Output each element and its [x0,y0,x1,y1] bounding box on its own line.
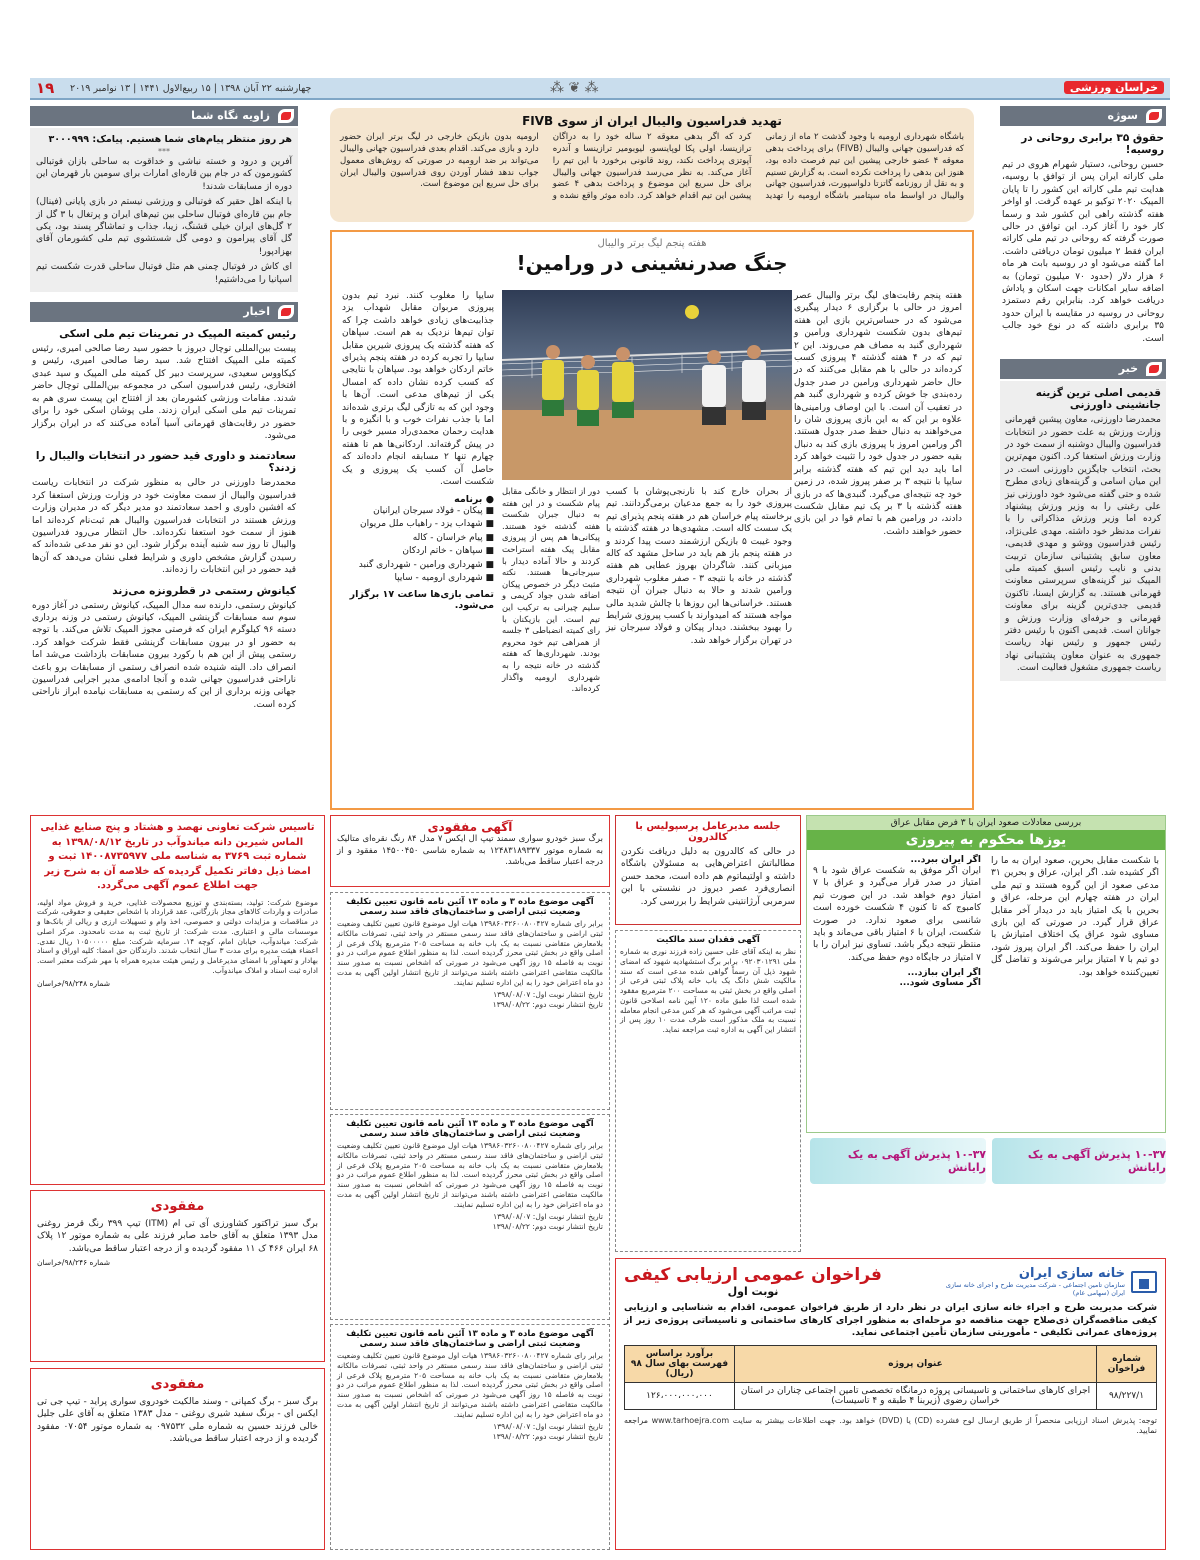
schedule-item: ■ سپاهان - خاتم اردکان [402,546,494,556]
reader-message-3: ای کاش در فوتبال چمنی هم مثل فوتبال ساحلی قدرت شکست تیم اسپانیا را می‌داشتیم! [36,262,292,285]
tender-cell-estimate: ۱۲۶،۰۰۰،۰۰۰،۰۰۰ [625,1383,735,1410]
reader-message-1: آفرین و درود و خسته نباشی و خداقوت به ساحلی بازان فوتبالی کشورمون که در جام بین قاره‌ای امارات برای سومین بار قهرمان این دوره از مسابقات شدند! [36,157,292,192]
tender-ad [615,1258,1166,1550]
coop-ad [30,815,325,1185]
law-notice-2 [330,1114,610,1320]
law-notice-1-body: برابر رای شماره ۱۳۹۸۶۰۳۲۶۰۰۸۰۰۴۲۷ هیات اول موضوع قانون تعیین تکلیف وضعیت ثبتی اراضی و ساختمان‌های فاقد سند رسمی مستقر در واحد ثبتی، تصرفات مالکانه بلامعارض متقاضی نسبت به یک باب خانه به مساحت ۲۰۵ مترمربع پلاک فرعی از اصلی واقع در بخش ثبتی محرز گردیده است. لذا به منظور اطلاع عموم مراتب در دو نوبت به فاصله ۱۵ روز آگهی می‌شود در صورتی که اشخاص نسبت به صدور سند مالکیت متقاضی اعتراضی داشته باشند می‌توانند از تاریخ انتشار اولین آگهی به مدت دو ماه اعتراض خود را به این اداره تسلیم نمایند. [337,919,603,987]
news-right-body: محمدرضا داورزنی، معاون پیشین قهرمانی وزارت ورزش به علت حضور در انتخابات فدراسیون والیبال دوشنبه از سمت خود در وزارت ورزش استعفا کرد. اکنون مهم‌ترین بحث، انتخاب جایگزین داورزنی است. در این میان اسامی و گزینه‌های زیادی مطرح شده و حتی گفته می‌شود خود داورزنی نیز علی رغبتی را به وزیر ورزش پیشنهاد کرده اما وزیر ورزش مذاکراتی را با نفرات مدنظر خود داشته. مهدی علی‌نژاد، رئیس فدراسیون ووشو و مهدی قدیمی، معاون سابق پشتیبانی سازمان تربیت بدنی و نایب رئیس اسبق کمیته ملی المپیک نیز گزینه‌های سرپرستی معاونت قهرمانی هستند. به گزارش ایسنا، تاکنون قدیمی جدی‌ترین گزینه برای معاونت قهرمانی و حرفه‌ای وزارت ورزش و جوانان است. قدیمی اکنون با رئیس دفتر رئیس جمهور و رئیس نهاد ریاست جمهوری به عنوان معاون پشتیبانی نهاد ریاست جمهوری مشغول فعالیت است. [1004,415,1161,674]
schedule-time-note: تمامی بازی‌ها ساعت ۱۷ برگزار می‌شود. [349,588,494,611]
feature-col-left: سایپا را مغلوب کنند. نبرد تیم بدون پیروزی مربوان مقابل شهداب یزد جذابیت‌های زیادی خواهد داشت چرا که توان تیم‌ها نزدیک به هم است. سپاهان که هفته گذشته یک پیروزی شیرین مقابل سایپا را تجربه کرده در هفته پنجم پذیرای خاتم اردکان خواهد بود. سپاهان با نتایجی که کسب کرده نشان داده که امسال یکی از تیم‌های مدعی است. آن‌ها با وجود این که به تازگی لیگ برتری شده‌اند اما با جذب نفرات خوب و با انگیزه و با هدایت رحمان محمدی‌راد مسیر خوبی را در پیش گرفته‌اند. اردکانی‌ها هم تا هفته چهارم تنها ۲ مسابقه انجام داده‌اند که حاصل آن کسب یک پیروزی و یک شکست است. ● برنامه ■ پیکان - فولاد سیرجان ایرانیان ■ شهداب یزد - راهیاب ملل مریوان ■ پیام خراسان - کاله ■ سپاهان - خاتم اردکان ■ شهرداری ورامین - شهرداری گنبد ■ شهرداری ارومیه - سایپا تمامی بازی‌ها ساعت ۱۷ برگزار می‌شود. [342,291,494,611]
brand-mark-icon [1146,109,1162,123]
subject-body: حسین روحانی، دستیار شهرام هروی در تیم ملی کاراته ایران پس از توافق با روسیه، هدایت تیم ملی کاراته این کشور را تا پایان المپیک ۲۰۲۰ توکیو بر عهده گرفت. او اواخر هفته گذشته راهی این کشور شد و رسما کار خود را آغاز کرد. این توافق در حالی صورت گرفته که روحانی در تیم ملی کاراته ایران فقط ۲ میلیون تومان دریافتی داشت. اما گفته می‌شود او در روسیه بابت هر ماه ۶ هزار دلار (حدود ۷۰ میلیون تومان) به اضافه سایر امکانات جهت اسکان و پاداش دریافت خواهد کرد. بنابراین رقم دستمزد روحانی در روسیه در مقایسه با ایران حدود ۳۵ برابری داشته که در نوع خود جالب است. [1002,160,1165,344]
promo-banner-1: ۱۰-۳۷ پذیرش آگهی به یک رایانش [992,1138,1166,1184]
schedule-item: ■ پیام خراسان - کاله [412,532,494,543]
futsal-box [806,815,1166,1133]
fivb-body: باشگاه شهرداری ارومیه با وجود گذشت ۲ ماه از زمانی که فدراسیون جهانی والیبال (FIVB) برای پرداخت بدهی معوقه ۴ عضو خارجی پیشین این تیم فرصت داده بود، هنوز این بدهی را پرداخت نکرده است. به گزارش تسنیم و به نقل از روزنامه گاتزتا دلواسپورت، فدراسیون جهانی والیبال در اواسط ماه سپتامبر باشگاه ارومیه را تهدید کرد که اگر بدهی معوقه ۲ ساله خود را به دراگان ترازینسا، اولی پکا لوپاینسو، لیوبومیر ترازینسا و آندره آپوتزی پرداخت نکند، روند قانونی برخورد با این تیم را آغاز می‌کند. به نظر می‌رسد فدراسیون جهانی والیبال برای حل سریع این موضوع و پرداخت بدهی ۴ عضو پیشین این تیم اقدام خواهد کرد. داده موثر واقع نشده و ارومیه بدون بازیکن خارجی در لیگ برتر ایران حضور دارد و بازی می‌کند. اقدام بعدی فدراسیون جهانی والیبال می‌تواند بر ضد ارومیه در صورتی که روش‌های معمول جواب ندهد فشار آوردن روی فدراسیون والیبال ایران برای حل سریع این موضوع است. [340,132,964,202]
persepolis-body: در حالی که کالدرون به دلیل دریافت نکردن مطالباتش اعتراض‌هایی به مسئولان باشگاه داشته و اولتیماتوم هم داده است، محمد حسن انصاری‌فرد عصر دیروز در نشستی با این سرمربی آرژانتینی شرایط را بررسی کرد. [621,847,795,907]
date-line: چهارشنبه ۲۲ آبان ۱۳۹۸ | ۱۵ ربیع‌الاول ۱۴۴۱ | ۱۳ نوامبر ۲۰۱۹ [70,83,312,94]
law-notice-1-date1: تاریخ انتشار نوبت اول: ۱۳۹۸/۰۸/۰۷ [493,990,603,1000]
brand-mark-icon [278,305,294,319]
lost-deed-title: آگهی فقدان سند مالکیت [656,935,760,945]
lost-deed-ad [615,930,801,1252]
feature-col-right: هفته پنجم رقابت‌های لیگ برتر والیبال عصر امروز در حالی با برگزاری ۶ دیدار پیگیری می‌شود که در حساس‌ترین بازی این هفته تیم‌های بدون شکست شهرداری ورامین و شهرداری گنبد به مصاف هم می‌روند. این ۲ تیم که در ۴ هفته گذشته ۴ پیروزی کسب کرده‌اند در حالی با هم مقابل می‌کنند که در حال حاضر شهرداری ورامین در صدر جدول رده‌بندی جا خوش کرده و شهرداری گنبد هم در تعقیب آن است. با این اوصاف ورامینی‌ها علاوه بر این که به این بازی پیروزی شان را می‌خواهند به دنبال حفظ صدر جدول هستند. اگر ورامین امروز با پیروزی بازی کند به دنبال بقیه حضور در جدول خود را تثبیت خواهد کرد اما باید دید این تیم که هفته گذشته برابر سایپا با نتیجه ۳ بر صفر پیروز شده، در زمین خود چه نتیجه‌ای می‌گیرد. گنبدی‌ها که در بازی هفته گذشته با ۳ بر یک تیم مقابل شکست دادند، در ورامین هم با تمام قوا در این بازی حضور خواهند داشت. [794,291,963,537]
law-notice-3-title: آگهی موضوع ماده ۳ و ماده ۱۳ آئین نامه قانون تعیین تکلیف وضعیت ثبتی اراضی و ساختمان‌های فاقد سند رسمی [346,1329,594,1349]
law-notice-1-date2: تاریخ انتشار نوبت دوم: ۱۳۹۸/۰۸/۲۲ [492,1000,603,1009]
promo-banner-2: ۱۰-۳۷ پذیرش آگهی به یک رایانش [810,1138,986,1184]
schedule-item: ■ شهداب یزد - راهیاب ملل مریوان [360,519,494,529]
law-notice-1 [330,892,610,1110]
tender-org [935,1266,1157,1297]
tender-cell-title: اجرای کارهای ساختمانی و تاسیساتی پروژه درمانگاه تخصصی تامین اجتماعی چناران در استان خراسان رضوی (زیربنا ۴ طبقه و ۴ تاسیسات) [735,1383,1097,1410]
futsal-case-1: اگر ایران ببرد... [910,855,981,865]
news-right-box [1000,381,1166,681]
brand-mark-icon [278,109,294,123]
news-3-body: کیانوش رستمی، دارنده سه مدال المپیک، کیانوش رستمی در آغاز دوره سوم سه مسابقات گزینشی المپیک، کیانوش رستمی در وزنه برداری دسته ۹۶ کیلوگرم ایران که فرصتی مجوز المپیک تلاش می‌کند. با توجه به حضور او در بیرون مسابقات گزینشی فقط شرکت خواهد کرد. رستمی پیش از این هم با رکورد بیرون مسابقات بازداشت می‌شد اما انصراف داد. البته شنیده شده انصراف رستمی از مسابقات برو باعث ناراحتی فدراسیون جهانی شده و آنجا ادامه‌ی مدیر اجرایی فدراسیون جهانی وزنه برداری از این که رستمی به مسابقات نیامده ابراز ناراحتی کرده است. [32,600,296,710]
tender-col-title: عنوان پروژه [735,1346,1097,1383]
tender-table [624,1345,1157,1410]
feature-kicker: هفته پنجم لیگ برتر والیبال [597,238,707,249]
schedule-item: ■ شهرداری ورامین - شهرداری گنبد [358,559,494,570]
tender-title: فراخوان عمومی ارزیابی کیفی [624,1265,882,1285]
house-icon [1131,1271,1157,1293]
law-notice-3-date1: تاریخ انتشار نوبت اول: ۱۳۹۸/۰۸/۰۷ [493,1422,603,1432]
lost-deed-body: نظر به اینکه آقای علی حسین زاده فرزند نوری به شماره ملی ۰۹۲۰۳۰۱۲۹۱ برابر برگ استشهادیه شهود که امضای شهود ذیل آن رسماً گواهی شده مدعی است که سند مالکیت شش دانگ یک باب خانه پلاک ثبتی فرعی از اصلی واقع در بخش ثبتی به مساحت ۲۰۰ مترمربع مفقود شده است لذا طبق ماده ۱۲۰ آیین نامه اصلاحی قانون ثبت مراتب آگهی می‌شود که هر کس مدعی انجام معامله نسبت به ملک مذکور است ظرف مدت ۱۰ روز پس از انتشار این آگهی به اداره ثبت مراجعه نماید. [620,947,796,1034]
lost-ad-2-code: شماره ۹۸/۲۴۶/خراسان [37,1258,110,1268]
persepolis-box [615,815,801,925]
law-notice-3-body: برابر رای شماره ۱۳۹۸۶۰۳۲۶۰۰۸۰۰۴۲۷ هیات اول موضوع قانون تعیین تکلیف وضعیت ثبتی اراضی و ساختمان‌های فاقد سند رسمی مستقر در واحد ثبتی، تصرفات مالکانه بلامعارض متقاضی نسبت به یک باب خانه به مساحت ۲۰۵ مترمربع پلاک فرعی از اصلی واقع در بخش ثبتی محرز گردیده است. لذا به منظور اطلاع عموم مراتب در دو نوبت به فاصله ۱۵ روز آگهی می‌شود در صورتی که اشخاص نسبت به صدور سند مالکیت متقاضی اعتراضی داشته باشند می‌توانند از تاریخ انتشار اولین آگهی به مدت دو ماه اعتراض خود را به این اداره تسلیم نمایند. [337,1351,603,1419]
right-column [1000,106,1166,681]
lost-ad-2-title: مفقودی [150,1199,205,1214]
section-tab-news: اخبار [30,302,298,322]
news-3-title: کیانوش رستمی در قطرونزه می‌زند [112,584,296,597]
law-notice-2-date1: تاریخ انتشار نوبت اول: ۱۳۹۸/۰۸/۰۷ [493,1212,603,1222]
tender-cell-number: ۹۸/۲۲۷/۱ [1097,1383,1157,1410]
brand-mark-icon [1146,362,1162,376]
futsal-title-bar: یوزها محکوم به پیروزی [807,830,1165,850]
tender-sub: نوبت اول [727,1285,779,1298]
stars-divider: *** [158,147,170,156]
lost-ad-3-title: مفقودی [150,1377,205,1392]
news-1-title: رئیس کمیته المپیک در تمرینات تیم ملی اسکی [59,328,296,341]
reader-message-2: با اینکه اهل حقیر که فوتبالی و ورزشی نیستم در بازی پایانی (فینال) جام بین قاره‌ای فوتبال ساحلی بین تیم‌های ایران و پرتغال با ۳ گل از ۲ گل‌های ایران خیلی قشنگ، زیبا، جذاب و تماشاگر پسند بود، یکی گل آقای پیرامون و دومی گل شستشوی تیم ملی کشورمان آقای بهزادپور! [36,197,292,257]
news-list [30,322,298,717]
fivb-title: تهدید فدراسیون والیبال ایران از سوی FIVB [522,114,782,128]
feature-col-left2: دور از انتظار و خانگی مقابل پیام شکست و در این هفته به دنبال جبران شکست هفته گذشته خود هستند. پیکانی‌ها هم پس از پیروزی مقابل پیک هفته استراحت کردند و حالا آماده دیدار با سیرجانی‌ها هستند. نکته مثبت دیگر در خصوص پیکان اضافه شدن جواد کریمی و سلیم چیرانی به ترکیب این تیم است. این بازیکنان با رای کمیته انضباطی ۳ جلسه از همراهی تیم خود محروم بودند. شهرداری‌ها که هفته گذشته در خانه نتیجه را به شهرداری ارومیه واگذار کرده‌اند. [502,486,600,694]
law-notice-2-body: برابر رای شماره ۱۳۹۸۶۰۳۲۶۰۰۸۰۰۴۲۷ هیات اول موضوع قانون تعیین تکلیف وضعیت ثبتی اراضی و ساختمان‌های فاقد سند رسمی مستقر در واحد ثبتی، تصرفات مالکانه بلامعارض متقاضی نسبت به یک باب خانه به مساحت ۲۰۵ مترمربع پلاک فرعی از اصلی واقع در بخش ثبتی محرز گردیده است. لذا به منظور اطلاع عموم مراتب در دو نوبت به فاصله ۱۵ روز آگهی می‌شود در صورتی که اشخاص نسبت به صدور سند مالکیت متقاضی اعتراضی داشته باشند می‌توانند از تاریخ انتشار اولین آگهی به مدت دو ماه اعتراض خود را به این اداره تسلیم نمایند. [337,1141,603,1209]
header-ornament: ⁂ ❦ ⁂ [550,80,599,96]
law-notice-3 [330,1324,610,1550]
futsal-kicker: بررسی معادلات صعود ایران با ۳ فرض مقابل عراق [807,816,1165,830]
lost-ad-1-body: برگ سبز خودرو سواری سمند تیپ ال ایکس ۷ مدل ۸۴ رنگ نقره‌ای متالیک به شماره موتور ۱۲۴۸۳۱۸۹۳۳۷ به شماره شاسی ۱۴۵۰۰۴۵۰ مفقود و از درجه اعتبار ساقط می‌باشد. [337,834,603,868]
schedule-label: ● برنامه [454,493,494,505]
futsal-case-2: اگر ایران ببازد... [907,968,981,979]
news-1-body: پیست بین‌المللی توچال دیروز با حضور سید رضا صالحی امیری، رئیس کمیته ملی المپیک افتتاح شد. سید رضا صالحی امیری، رئیس و کیکاووس سعیدی، سرپرست دبیر کل کمیته ملی المپیک و سید عبدی افتخاری، رئیس فدراسیون اسکی در مجموعه بین‌المللی توچال حاضر شدند. مقامات ورزشی کشورمان بعد از افتتاح این پیست سری هم به تمرینات تیم ملی اسکی ایران زدند. ملی پوشان اسکی خود را برای حضور در رقابت‌های قهرمانی آسیا آماده می‌کنند که در ایران برگزار می‌شود. [32,344,296,441]
brand-logo: خراسان ورزشی [1064,81,1164,94]
lost-ad-3-body: برگ سبز - برگ کمپانی - وسند مالکیت خودروی سواری پراید - تیپ جی تی ایکس ای - برنگ سفید شیری روغنی - مدل ۱۳۸۳ متعلق به آقای علی جلیل خالی فرزند حسین به شماره ملی ۰۹۷۵۳۲ به شماره موتور ۰۷۰۵۴ مفقود گردیده و از درجه اعتبار ساقط می‌باشد. [37,1397,318,1445]
tender-col-number: شماره فراخوان [1097,1346,1157,1383]
readers-box [30,128,298,292]
futsal-body: با شکست مقابل بحرین، صعود ایران به ما را اگر کشیده شد. اگر ایران، عراق و بحرین ۳۱ مدعی صعود از این گروه هستند و تیم ملی ایران در هفته چهارم این مرحله، عراق و بحرین با یک امتیاز باید در دیدار آخر مقابل عراق قرار گیرد. در صورتی که این بازی مساوی شود عراق یک اختلاف امتیازش با ایران را حفظ می‌کند. اگر ایران پیروز شود، دو تیم با ۷ امتیاز برابر می‌شوند و تفاضل گل تعیین‌کننده خواهد بود. اگر ایران ببرد... ایران اگر موفق به شکست عراق شود با ۹ امتیاز در صدر قرار می‌گیرد و عراق با ۷ امتیاز دوم خواهد شد. در این صورت تیم کامبوج که تا کنون ۴ شکست خورده است شانسی برای صعود ندارد. در صورت شکست، ایران با ۶ امتیاز باقی می‌ماند و باید منتظر نتیجه دیگر باشد. تساوی نیز ایران را با ۷ امتیاز در جایگاه دوم حفظ می‌کند. اگر ایران ببازد... اگر مساوی شود... [813,855,1159,989]
lost-ad-2-body: برگ سبز تراکتور کشاورزی آی تی ام (ITM) تیپ ۳۹۹ رنگ قرمز روغنی مدل ۱۳۹۳ متعلق به آقای حامد صابر فرزند علی به شماره موتور ۱۲ پلاک ۶۸ ایران ۴۶۶ ک ۱۱ مفقود گردیده و از درجه اعتبار ساقط می‌باشد. [37,1219,318,1254]
futsal-case-3: اگر مساوی شود... [899,978,981,989]
photo-illustration [502,290,792,480]
tender-col-estimate: برآورد براساس فهرست بهای سال ۹۸ (ریال) [625,1346,735,1383]
schedule-item: ■ شهرداری ارومیه - سایپا [394,573,494,583]
volleyball-feature [330,230,974,810]
coop-body: موضوع شرکت: تولید، بسته‌بندی و توزیع محصولات غذایی، خرید و فروش مواد اولیه، صادرات و واردات کالاهای مجاز بازرگانی، عقد قرارداد با اشخاص حقیقی و حقوقی، شرکت در مناقصات و مزایدات دولتی و خصوصی، اخذ وام و تسهیلات ارزی و ریالی از بانک‌ها و موسسات مالی و اعتباری. مدت شرکت: از تاریخ ثبت به مدت نامحدود. مرکز اصلی شرکت: میاندوآب، خیابان امام، کوچه ۱۴. سرمایه شرکت: مبلغ ۱۰۵۰۰۰۰۰ ریال نقدی. اعضاء هیئت مدیره برای مدت ۳ سال انتخاب شدند. دارندگان حق امضا: کلیه اوراق و اسناد بهادار و تعهدآور با امضای مدیرعامل و رئیس هیئت مدیره همراه با مهر شرکت معتبر است. اداره ثبت اسناد و املاک میاندوآب. [37,897,319,975]
coop-code: شماره ۹۸/۲۴۸/خراسان [37,978,110,988]
left-column [30,106,298,717]
law-notice-3-date2: تاریخ انتشار نوبت دوم: ۱۳۹۸/۰۸/۲۲ [492,1432,603,1441]
subject-title: حقوق ۳۵ برابری روحانی در روسیه! [1021,132,1164,156]
lost-ad-2 [30,1190,325,1362]
schedule-list [342,505,494,586]
news-2-title: سعادتمند و داوری قید حضور در انتخابات والیبال را زدند؟ [35,450,296,475]
lost-ad-1 [330,815,610,887]
fivb-box [330,108,974,222]
volleyball-photo [502,290,792,480]
org-sub: سازمان تامین اجتماعی - شرکت مدیریت طرح و اجرای خانه سازی ایران (سهامی عام) [945,1281,1125,1297]
tender-note: توجه: پذیرش اسناد ارزیابی منحصراً از طریق ارسال لوح فشرده (CD) یا (DVD) خواهد بود. جهت اطلاعات بیشتر به سایت www.tarhoejra.com مراجعه نمایید. [624,1416,1158,1436]
feature-col-mid: از بحران خارج کند با نارنجی‌پوشان با کسب پیروزی خود را به جمع مدعیان برمی‌گردانند. تیم برخاسته پیام خراسان هم در هفته پنجم پذیرای تیم یک سست کاله است. مشهدی‌ها در هفته گذشته با وجود غیبت ۵ بازیکن ارزشمند دست پیدا کردند و در هفته پنجم باز هم باید در ساحل مشهد که کاله میزبانی کنند. شاگردان بهروز عطایی هم هفته گذشته در خانه با نتیجه ۳ - صفر مغلوب شهرداری ورامین شدند و حالا به دنبال جبران آن نتیجه هستند. خراسانی‌ها این روزها با چالش شدید مالی مواجه هستند که امیدوارند با کسب پیروزی شرایط را بهبود ببخشند. دیدار پیکان و فولاد سیرجان نیز در تهران برگزار خواهد شد. [606,487,793,646]
tender-header [624,1265,1157,1298]
news-right-title: قدیمی اصلی ترین گزینه جانشینی داورزنی [1035,387,1161,412]
tender-body: شرکت مدیریت طرح و اجراء خانه سازی ایران در نظر دارد از طریق فراخوان عمومی، اقدام به شناسایی و ارزیابی کیفی مناقصه‌گران ذی‌صلاح جهت مناقصه دو مرحله‌ای به منظور اجرای کارهای ساختمانی و تاسیساتی پروژه‌ی زیر از پروژه‌های عمرانی تکلیفی - مأموریتی سازمان تأمین اجتماعی نماید. [624,1302,1157,1339]
law-notice-1-title: آگهی موضوع ماده ۳ و ماده ۱۳ آئین نامه قانون تعیین تکلیف وضعیت ثبتی اراضی و ساختمان‌های فاقد سند رسمی [346,897,594,917]
news-2-body: محمدرضا داورزنی در حالی به منظور شرکت در انتخابات ریاست فدراسیون والیبال از سمت معاونت خود در وزارت ورزش استعفا کرد که افشین داوری و احمد سعادتمند دو مدیر دیگر که در مدیران وزارت ورزش هستند در انتخابات فدراسیون والیبال هم ثبت‌نام کرده‌اند اما هنوز از سمت خود استعفا نکرده‌اند. حال انتظار می‌رود فدراسیون والیبال تا روز سه شنبه آینده برگزار شود. این دو نفر مدعی شده‌اند که رسیدن گزارش مشخص داوری و شرایط فعلی نشان می‌دهد که آن‌ها قید حضور در این انتخابات را زده‌اند. [32,478,296,576]
section-tab-subject: سوژه [1000,106,1166,126]
coop-title: تاسیس شرکت تعاونی نهصد و هشتاد و پنج صنایع غذایی الماس شیرین دانه میاندوآب در تاریخ ۱۳۹۸/۰۸/۱۲ به شماره ثبت ۳۷۶۹ به شناسه ملی ۱۴۰۰۸۷۳۵۹۷۷ ثبت و امضا ذیل دفاتر تکمیل گردیده که خلاصه آن به شرح زیر جهت اطلاع عموم آگهی می‌گردد. [40,822,315,891]
lost-ad-3 [30,1368,325,1550]
section-tab-news-right: خبر [1000,359,1166,379]
org-name: خانه سازی ایران [1018,1266,1125,1281]
page-header [30,78,1170,100]
law-notice-2-title: آگهی موضوع ماده ۳ و ماده ۱۳ آئین نامه قانون تعیین تکلیف وضعیت ثبتی اراضی و ساختمان‌های فاقد سند رسمی [346,1119,594,1139]
law-notice-2-date2: تاریخ انتشار نوبت دوم: ۱۳۹۸/۰۸/۲۲ [492,1222,603,1231]
persepolis-title: جلسه مدیرعامل پرسپولیس با کالدرون [635,821,781,843]
schedule-item: ■ پیکان - فولاد سیرجان ایرانیان [373,505,494,516]
page-number: ۱۹ [36,79,55,97]
sms-line: هر روز منتظر پیام‌های شما هستیم. پیامک: ۳۰۰۰۹۹۹ [48,134,292,145]
feature-title: جنگ صدرنشینی در ورامین! [516,251,788,275]
subject-box [1000,126,1166,351]
lost-ad-1-title: آگهی مفقودی [427,820,513,834]
section-tab-readers: زاویه نگاه شما [30,106,298,126]
